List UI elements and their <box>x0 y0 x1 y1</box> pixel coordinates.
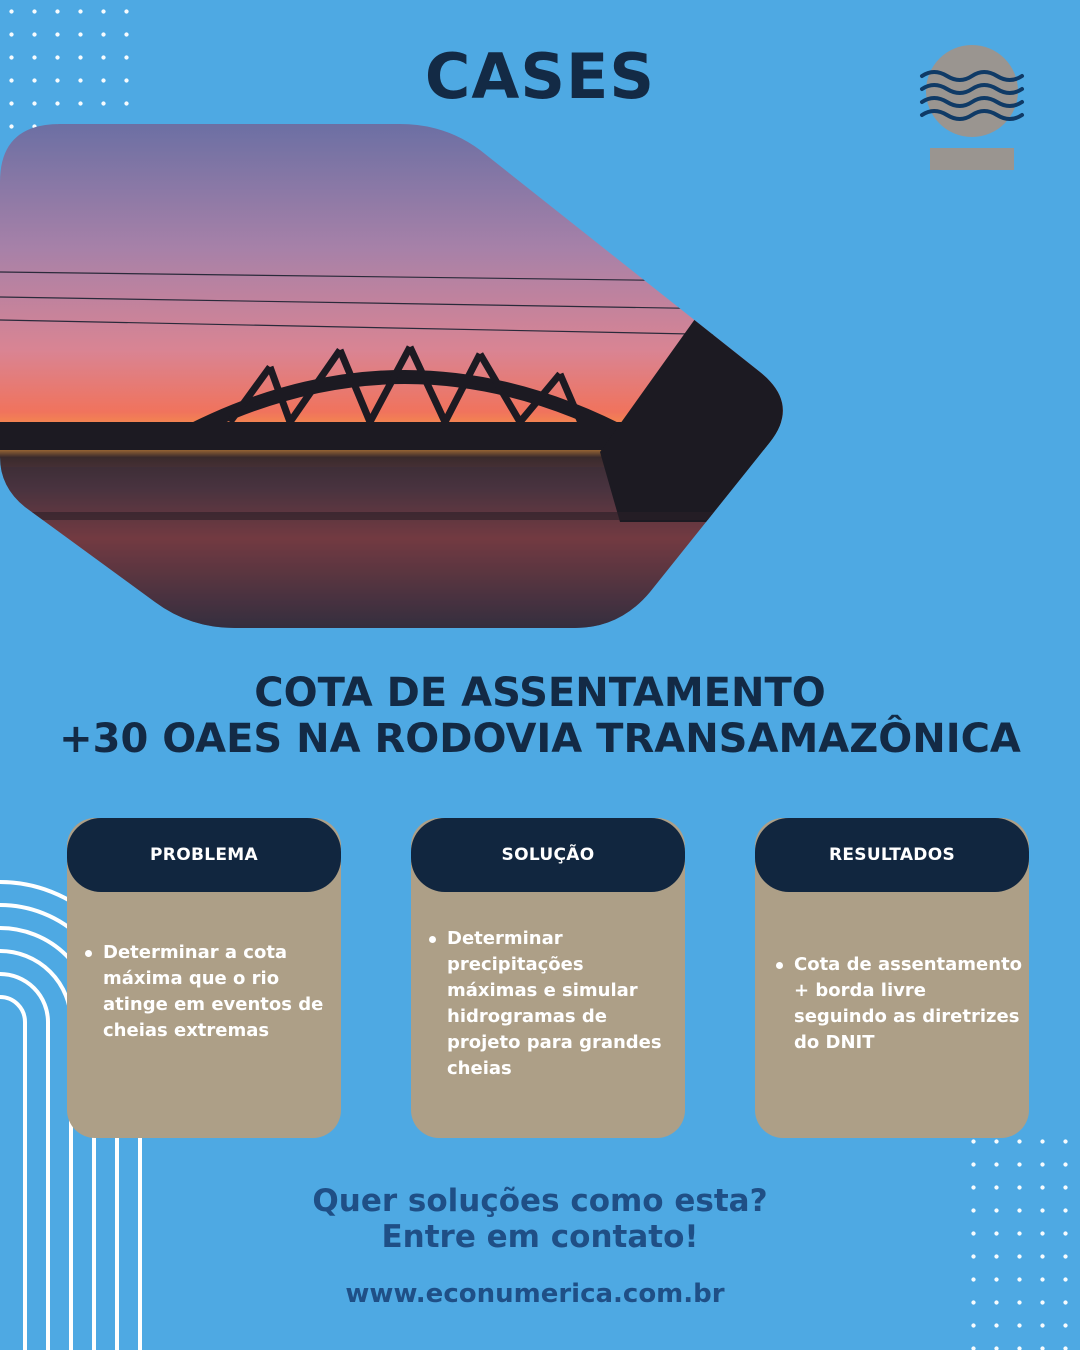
card-solucao <box>411 818 685 1138</box>
wave-logo-icon <box>918 44 1026 174</box>
headline-line-2: +30 OAES NA RODOVIA TRANSAMAZÔNICA <box>59 716 1021 762</box>
card-header-solucao: SOLUÇÃO <box>411 818 685 892</box>
cta-line-1: Quer soluções como esta? <box>312 1183 768 1219</box>
call-to-action <box>0 1183 1080 1255</box>
page-title: CASES <box>424 40 656 113</box>
card-bullets <box>447 926 679 1082</box>
card-bullets <box>794 952 1023 1056</box>
bullet-item: Determinar a cota máxima que o rio atinge em eventos de cheias extremas <box>103 940 335 1044</box>
card-resultados <box>755 818 1029 1138</box>
bullet-item: Determinar precipitações máximas e simular hidrogramas de projeto para grandes cheias <box>447 926 679 1082</box>
card-problema <box>67 818 341 1138</box>
card-header-problema: PROBLEMA <box>67 818 341 892</box>
card-header-resultados: RESULTADOS <box>755 818 1029 892</box>
headline-line-1: COTA DE ASSENTAMENTO <box>254 670 826 716</box>
case-headline <box>0 670 1080 762</box>
bridge-sunset-photo <box>0 122 790 630</box>
cta-line-2: Entre em contato! <box>381 1219 699 1255</box>
bullet-item: Cota de assentamento + borda livre seguindo as diretrizes do DNIT <box>794 952 1023 1056</box>
website-link[interactable]: www.econumerica.com.br <box>345 1279 725 1309</box>
card-bullets <box>103 940 335 1044</box>
